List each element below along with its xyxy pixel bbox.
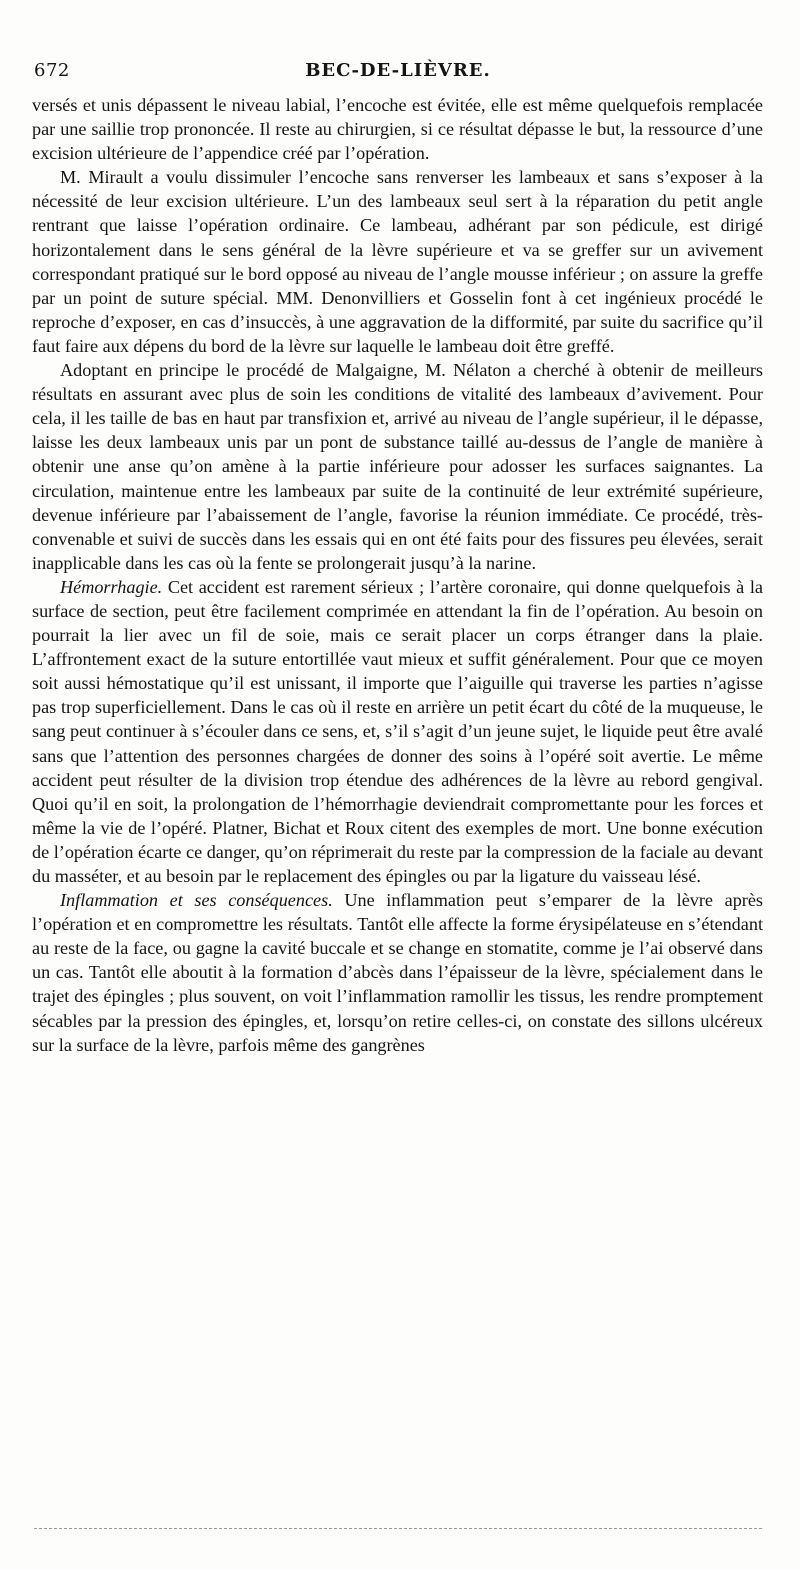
paragraph-3 bbox=[32, 358, 763, 575]
section-lead-inflammation: Inflammation et ses conséquences. bbox=[60, 890, 333, 911]
footer-rule bbox=[34, 1528, 762, 1529]
paragraph-2 bbox=[32, 165, 763, 358]
paragraph-text: M. Mirault a voulu dissimuler l’encoche sans renverser les lambeaux et sans s’exposer à la nécessité de leur excision ultérieure. L’un des lambeaux seul sert à la réparation du petit angle rentrant que laisse l’opération ordinaire. Ce lambeau, adhérant par son pédicule, est dirigé horizontalement dans le sens général de la lèvre supérieure et va se greffer sur un avivement correspondant pratiqué sur le bord opposé au niveau de l’angle mousse inférieur ; on assure la greffe par un point de suture spécial. MM. Denonvilliers et Gosselin font à cet ingénieux procédé le reproche d’exposer, en cas d’insuccès, à une aggravation de la difformité, par suite du sacrifice qu’il faut faire aux dépens du bord de la lèvre sur laquelle le lambeau doit être greffé. bbox=[32, 167, 763, 356]
paragraph-inflammation bbox=[32, 888, 763, 1057]
running-title: BEC-DE-LIÈVRE. bbox=[305, 60, 491, 81]
section-lead-hemorrhagie: Hémorrhagie. bbox=[60, 576, 163, 597]
body-text bbox=[32, 93, 763, 1057]
page-header bbox=[34, 60, 762, 90]
paragraph-text: Une inflammation peut s’emparer de la lèvre après l’opération et en compromettre les résultats. Tantôt elle affecte la forme érysipélateuse en s’étendant au reste de la face, ou gagne la cavité buccale et se change en stomatite, comme je l’ai observé dans un cas. Tantôt elle aboutit à la formation d’abcès dans l’épaisseur de la lèvre, spécialement dans le trajet des épingles ; plus souvent, on voit l’inflammation ramollir les tissus, les rendre promptement sécables par la pression des épingles, et, lorsqu’on retire celles-ci, on constate des sillons ulcéreux sur la surface de la lèvre, parfois même des gangrènes bbox=[32, 890, 763, 1055]
paragraph-hemorrhagie bbox=[32, 575, 763, 888]
paragraph-text: Adoptant en principe le procédé de Malgaigne, M. Nélaton a cherché à obtenir de meilleurs résultats en assurant avec plus de soin les conditions de vitalité des lambeaux d’avivement. Pour cela, il les taille de bas en haut par transfixion et, arrivé au niveau de l’angle supérieur, il le dépasse, laisse les deux lambeaux unis par un pont de substance taillé au-dessus de l’angle de manière à obtenir une anse qu’on amène à la partie inférieure pour adosser les surfaces saignantes. La circulation, maintenue entre les lambeaux par suite de la continuité de leur extrémité supérieure, devenue inférieure par l’abaissement de l’angle, favorise la réunion immédiate. Ce procédé, très-convenable et suivi de succès dans les essais qui en ont été faits pour des fissures peu élevées, serait inapplicable dans les cas où la fente se prolongerait jusqu’à la narine. bbox=[32, 360, 763, 573]
paragraph-1 bbox=[32, 93, 763, 165]
page-number: 672 bbox=[34, 60, 70, 81]
paragraph-text: Cet accident est rarement sérieux ; l’artère coronaire, qui donne quelquefois à la surface de section, peut être facilement comprimée en attendant la fin de l’opération. Au besoin on pourrait la lier avec un fil de soie, mais ce serait placer un corps étranger dans la plaie. L’affrontement exact de la suture entortillée vaut mieux et suffit généralement. Pour que ce moyen soit aussi hémostatique qu’il est unissant, il importe que l’aiguille qui traverse les parties n’agisse pas trop superficiellement. Dans le cas où il reste en arrière un petit écart du côté de la muqueuse, le sang peut continuer à s’écouler dans ce sens, et, s’il s’agit d’un jeune sujet, le liquide peut être avalé sans que l’attention des personnes chargées de donner des soins à l’opéré soit avertie. Le même accident peut résulter de la division trop étendue des adhérences de la lèvre au rebord gengival. Quoi qu’il en soit, la prolongation de l’hémorrhagie deviendrait compromettante pour les forces et même la vie de l’opéré. Platner, Bichat et Roux citent des exemples de mort. Une bonne exécution de l’opération écarte ce danger, qu’on réprimerait du reste par la compression de la faciale au devant du masséter, et au besoin par le replacement des épingles ou par la ligature du vaisseau lésé. bbox=[32, 576, 763, 886]
paragraph-text: versés et unis dépassent le niveau labial, l’encoche est évitée, elle est même quelquefois remplacée par une saillie trop prononcée. Il reste au chirurgien, si ce résultat dépasse le but, la ressource d’une excision ultérieure de l’appendice créé par l’opération. bbox=[32, 95, 763, 164]
